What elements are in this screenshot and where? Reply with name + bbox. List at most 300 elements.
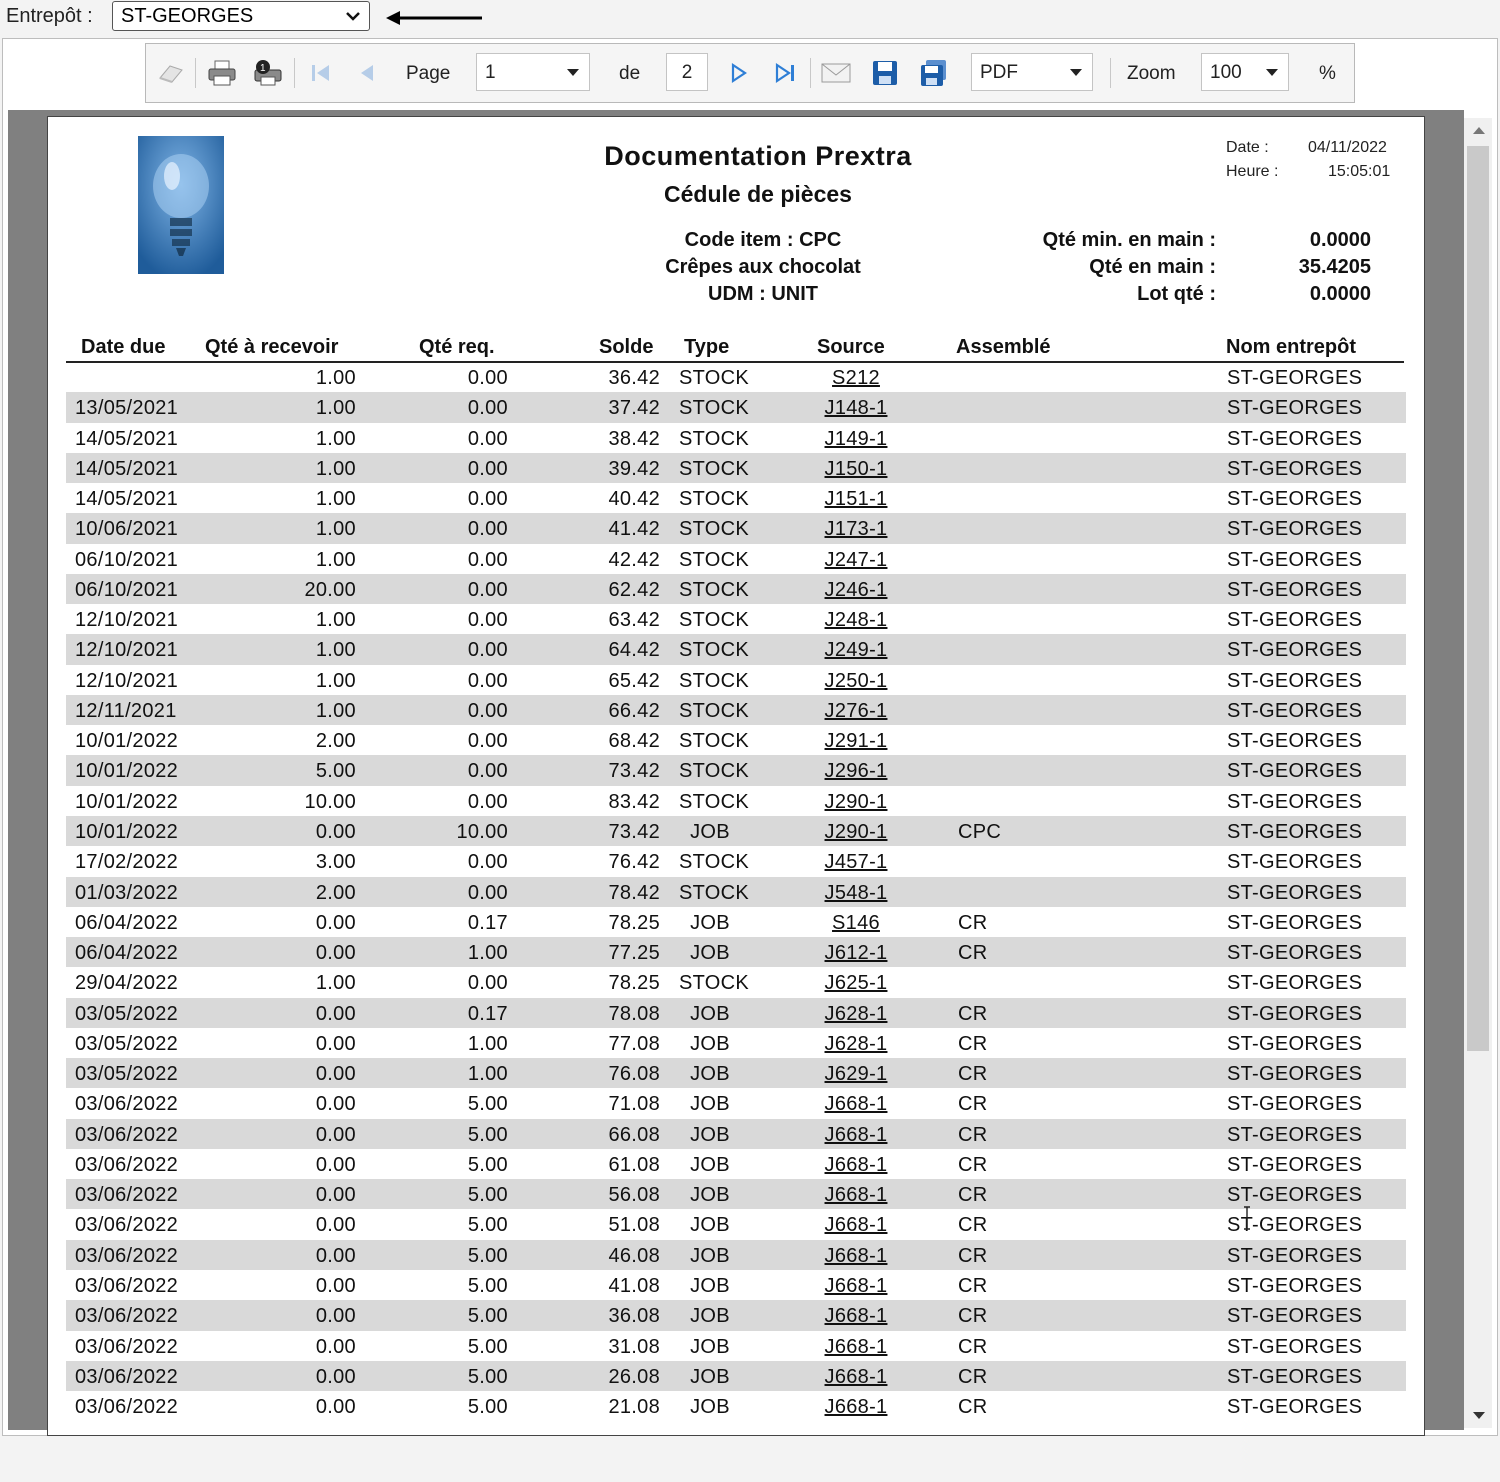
cell-qty-to-receive: 1.00 <box>315 972 356 995</box>
cell-qty-required: 5.00 <box>467 1093 508 1116</box>
cell-type: JOB <box>690 911 730 934</box>
cell-warehouse: ST-GEORGES <box>1227 518 1363 541</box>
col-qty-required: Qté req. <box>419 336 495 358</box>
cell-qty-to-receive: 0.00 <box>315 1214 356 1237</box>
cell-balance: 78.42 <box>608 881 660 904</box>
cell-warehouse: ST-GEORGES <box>1227 457 1363 480</box>
cell-qty-required: 1.00 <box>467 942 508 965</box>
cell-qty-to-receive: 0.00 <box>315 1002 356 1025</box>
col-date-due: Date due <box>81 336 166 358</box>
footer-bar <box>0 1436 1500 1482</box>
cell-date-due: 03/06/2022 <box>75 1335 179 1358</box>
table-row <box>66 786 1406 816</box>
cell-qty-required: 0.00 <box>467 669 508 692</box>
table-row <box>66 816 1406 846</box>
cell-source-link[interactable]: J668-1 <box>824 1365 888 1388</box>
cell-source-link[interactable]: J290-1 <box>824 790 888 813</box>
cell-qty-to-receive: 0.00 <box>315 1093 356 1116</box>
cell-balance: 36.42 <box>608 367 660 389</box>
cell-assembled: CR <box>958 911 988 934</box>
cell-qty-required: 5.00 <box>467 1123 508 1146</box>
cell-qty-required: 0.00 <box>467 851 508 874</box>
table-header <box>66 333 1404 363</box>
cell-qty-required: 5.00 <box>467 1153 508 1176</box>
cell-source-link[interactable]: J246-1 <box>824 578 888 601</box>
cell-balance: 63.42 <box>608 609 660 632</box>
cell-source-link[interactable]: J291-1 <box>824 730 888 753</box>
cell-warehouse: ST-GEORGES <box>1227 609 1363 632</box>
schedule-table-body <box>66 362 1406 1421</box>
onhand-qty-value: 35.4205 <box>1298 256 1371 278</box>
cell-date-due: 10/01/2022 <box>75 790 179 813</box>
cell-qty-required: 0.00 <box>467 972 508 995</box>
cell-warehouse: ST-GEORGES <box>1227 669 1363 692</box>
cell-warehouse: ST-GEORGES <box>1227 427 1363 450</box>
cell-balance: 37.42 <box>608 397 660 420</box>
table-row <box>66 907 1406 937</box>
cell-assembled: CR <box>958 1184 988 1207</box>
page-select-value: 1 <box>485 62 496 83</box>
cell-qty-to-receive: 0.00 <box>315 1305 356 1328</box>
cell-source-link[interactable]: J248-1 <box>824 609 888 632</box>
table-row <box>66 1391 1406 1421</box>
cell-type: JOB <box>690 1214 730 1237</box>
table-row <box>66 634 1406 664</box>
cell-balance: 78.25 <box>608 972 660 995</box>
cell-source-link[interactable]: J276-1 <box>824 699 888 722</box>
cell-date-due: 13/05/2021 <box>75 397 179 420</box>
cell-source-link[interactable]: J668-1 <box>824 1184 888 1207</box>
cell-type: JOB <box>690 1244 730 1267</box>
cell-balance: 78.08 <box>608 1002 660 1025</box>
cell-type: STOCK <box>679 609 750 632</box>
save-icon[interactable] <box>868 56 902 90</box>
cell-source-link[interactable]: J668-1 <box>824 1335 888 1358</box>
cell-date-due: 03/06/2022 <box>75 1184 179 1207</box>
cell-qty-required: 0.00 <box>467 699 508 722</box>
item-description: Crêpes aux chocolat <box>665 256 861 278</box>
cell-source-link[interactable]: J668-1 <box>824 1396 888 1419</box>
cell-source-link[interactable]: J151-1 <box>824 488 888 511</box>
cell-date-due: 12/10/2021 <box>75 609 179 632</box>
vertical-scrollbar[interactable] <box>1464 118 1492 1428</box>
cell-balance: 76.08 <box>608 1063 660 1086</box>
cell-qty-to-receive: 1.00 <box>315 367 356 389</box>
export-format-value: PDF <box>980 62 1018 83</box>
of-label: de <box>619 63 641 84</box>
table-row <box>66 755 1406 785</box>
cell-type: STOCK <box>679 881 750 904</box>
print-setup-icon[interactable] <box>250 56 286 90</box>
cell-balance: 46.08 <box>608 1244 660 1267</box>
cell-qty-to-receive: 10.00 <box>304 790 356 813</box>
cell-qty-required: 0.00 <box>467 397 508 420</box>
cell-date-due: 03/06/2022 <box>75 1365 179 1388</box>
cell-date-due: 03/06/2022 <box>75 1214 179 1237</box>
cell-type: STOCK <box>679 578 750 601</box>
col-assembled: Assemblé <box>956 336 1051 358</box>
percent-label: % <box>1319 63 1336 84</box>
warehouse-select[interactable] <box>112 1 370 31</box>
cell-warehouse: ST-GEORGES <box>1227 578 1363 601</box>
text-cursor-icon <box>1242 1206 1252 1230</box>
eraser-icon[interactable] <box>154 56 188 90</box>
cell-type: JOB <box>690 1123 730 1146</box>
cell-source-link[interactable]: J668-1 <box>824 1123 888 1146</box>
cell-warehouse: ST-GEORGES <box>1227 699 1363 722</box>
cell-date-due: 06/04/2022 <box>75 942 179 965</box>
cell-qty-to-receive: 0.00 <box>315 1396 356 1419</box>
report-title: Documentation Prextra <box>604 141 912 171</box>
cell-source-link[interactable]: J668-1 <box>824 1244 888 1267</box>
cell-type: JOB <box>690 1002 730 1025</box>
cell-balance: 40.42 <box>608 488 660 511</box>
zoom-select-value: 100 <box>1210 62 1242 83</box>
cell-assembled: CR <box>958 1214 988 1237</box>
caret-down-icon <box>567 69 579 76</box>
cell-source-link[interactable]: J149-1 <box>824 427 888 450</box>
min-qty-label: Qté min. en main : <box>1042 229 1216 251</box>
cell-qty-required: 1.00 <box>467 1063 508 1086</box>
cell-date-due: 03/05/2022 <box>75 1002 179 1025</box>
cell-date-due: 06/04/2022 <box>75 911 179 934</box>
table-row <box>66 1149 1406 1179</box>
cell-qty-required: 0.00 <box>467 457 508 480</box>
cell-warehouse: ST-GEORGES <box>1227 790 1363 813</box>
cell-source-link[interactable]: S212 <box>832 367 880 389</box>
cell-date-due: 03/06/2022 <box>75 1093 179 1116</box>
cell-balance: 31.08 <box>608 1335 660 1358</box>
cell-source-link[interactable]: J668-1 <box>824 1305 888 1328</box>
cell-balance: 41.42 <box>608 518 660 541</box>
cell-date-due: 03/06/2022 <box>75 1396 179 1419</box>
cell-date-due: 03/06/2022 <box>75 1123 179 1146</box>
cell-qty-to-receive: 0.00 <box>315 1063 356 1086</box>
cell-qty-to-receive: 1.00 <box>315 427 356 450</box>
report-page <box>47 116 1425 1436</box>
prev-page-icon <box>352 56 382 90</box>
cell-warehouse: ST-GEORGES <box>1227 1244 1363 1267</box>
cell-date-due: 03/06/2022 <box>75 1305 179 1328</box>
table-row <box>66 725 1406 755</box>
cell-qty-required: 5.00 <box>467 1365 508 1388</box>
cell-warehouse: ST-GEORGES <box>1227 851 1363 874</box>
svg-text:1: 1 <box>260 63 266 74</box>
table-row <box>66 1361 1406 1391</box>
cell-type: JOB <box>690 1032 730 1055</box>
col-qty-to-receive: Qté à recevoir <box>205 336 339 358</box>
table-row <box>66 1088 1406 1118</box>
cell-source-link[interactable]: J548-1 <box>824 881 888 904</box>
cell-qty-to-receive: 3.00 <box>315 851 356 874</box>
cell-warehouse: ST-GEORGES <box>1227 1032 1363 1055</box>
table-row <box>66 1028 1406 1058</box>
cell-type: JOB <box>690 1335 730 1358</box>
cell-qty-required: 0.00 <box>467 367 508 389</box>
cell-balance: 77.08 <box>608 1032 660 1055</box>
cell-date-due: 03/05/2022 <box>75 1032 179 1055</box>
cell-type: STOCK <box>679 427 750 450</box>
cell-date-due: 17/02/2022 <box>75 851 179 874</box>
zoom-select[interactable] <box>1201 53 1289 91</box>
cell-qty-to-receive: 1.00 <box>315 488 356 511</box>
cell-warehouse: ST-GEORGES <box>1227 1184 1363 1207</box>
scroll-thumb[interactable] <box>1467 146 1489 1051</box>
cell-qty-to-receive: 0.00 <box>315 911 356 934</box>
table-row <box>66 937 1406 967</box>
table-row <box>66 998 1406 1028</box>
cell-type: STOCK <box>679 548 750 571</box>
table-row <box>66 665 1406 695</box>
cell-date-due: 06/10/2021 <box>75 578 179 601</box>
cell-qty-required: 0.17 <box>467 1002 508 1025</box>
cell-warehouse: ST-GEORGES <box>1227 911 1363 934</box>
cell-source-link[interactable]: J250-1 <box>824 669 888 692</box>
cell-warehouse: ST-GEORGES <box>1227 881 1363 904</box>
cell-warehouse: ST-GEORGES <box>1227 1214 1363 1237</box>
cell-type: JOB <box>690 1063 730 1086</box>
time-value: 15:05:01 <box>1328 163 1391 180</box>
cell-assembled: CR <box>958 1274 988 1297</box>
cell-assembled: CR <box>958 1396 988 1419</box>
cell-balance: 41.08 <box>608 1274 660 1297</box>
cell-assembled: CR <box>958 1123 988 1146</box>
item-code: Code item : CPC <box>684 229 842 251</box>
cell-qty-to-receive: 1.00 <box>315 518 356 541</box>
cell-warehouse: ST-GEORGES <box>1227 820 1363 843</box>
cell-warehouse: ST-GEORGES <box>1227 1002 1363 1025</box>
cell-type: JOB <box>690 1184 730 1207</box>
cell-source-link[interactable]: J668-1 <box>824 1093 888 1116</box>
cell-source-link[interactable]: J668-1 <box>824 1214 888 1237</box>
first-page-icon <box>306 56 336 90</box>
cell-warehouse: ST-GEORGES <box>1227 367 1363 389</box>
cell-date-due: 03/06/2022 <box>75 1153 179 1176</box>
cell-balance: 83.42 <box>608 790 660 813</box>
cell-source-link[interactable]: J296-1 <box>824 760 888 783</box>
cell-date-due: 01/03/2022 <box>75 881 179 904</box>
cell-qty-required: 0.00 <box>467 548 508 571</box>
cell-qty-to-receive: 1.00 <box>315 609 356 632</box>
cell-assembled: CR <box>958 1002 988 1025</box>
cell-date-due: 10/06/2021 <box>75 518 179 541</box>
save-all-icon[interactable] <box>916 56 952 90</box>
cell-type: JOB <box>690 1093 730 1116</box>
cell-type: STOCK <box>679 669 750 692</box>
cell-balance: 61.08 <box>608 1153 660 1176</box>
cell-type: STOCK <box>679 397 750 420</box>
table-row <box>66 877 1406 907</box>
cell-type: STOCK <box>679 972 750 995</box>
cell-balance: 21.08 <box>608 1396 660 1419</box>
cell-source-link[interactable]: J629-1 <box>824 1063 888 1086</box>
cell-qty-required: 5.00 <box>467 1305 508 1328</box>
cell-qty-to-receive: 2.00 <box>315 881 356 904</box>
cell-balance: 56.08 <box>608 1184 660 1207</box>
cell-qty-to-receive: 0.00 <box>315 1244 356 1267</box>
cell-balance: 68.42 <box>608 730 660 753</box>
cell-qty-required: 0.00 <box>467 881 508 904</box>
table-row <box>66 392 1406 422</box>
cell-date-due: 14/05/2021 <box>75 457 179 480</box>
lot-qty-label: Lot qté : <box>1137 283 1216 305</box>
cell-type: STOCK <box>679 790 750 813</box>
table-row <box>66 483 1406 513</box>
cell-source-link[interactable]: J628-1 <box>824 1032 888 1055</box>
lot-qty-value: 0.0000 <box>1309 283 1371 305</box>
cell-assembled: CR <box>958 1335 988 1358</box>
print-icon[interactable] <box>204 56 240 90</box>
cell-source-link[interactable]: J625-1 <box>824 972 888 995</box>
table-row <box>66 423 1406 453</box>
col-type: Type <box>684 336 730 358</box>
table-row <box>66 846 1406 876</box>
cell-qty-to-receive: 1.00 <box>315 397 356 420</box>
cell-balance: 36.08 <box>608 1305 660 1328</box>
cell-qty-required: 0.00 <box>467 518 508 541</box>
page-select[interactable] <box>476 53 590 91</box>
col-warehouse-name: Nom entrepôt <box>1226 336 1356 358</box>
cell-warehouse: ST-GEORGES <box>1227 1274 1363 1297</box>
col-source: Source <box>817 336 885 358</box>
cell-type: STOCK <box>679 699 750 722</box>
cell-balance: 65.42 <box>608 669 660 692</box>
table-row <box>66 1270 1406 1300</box>
table-row <box>66 967 1406 997</box>
cell-qty-to-receive: 0.00 <box>315 942 356 965</box>
cell-source-link[interactable]: J668-1 <box>824 1274 888 1297</box>
cell-qty-to-receive: 0.00 <box>315 1335 356 1358</box>
cell-type: STOCK <box>679 457 750 480</box>
cell-qty-required: 0.00 <box>467 427 508 450</box>
cell-assembled: CR <box>958 942 988 965</box>
onhand-qty-label: Qté en main : <box>1089 256 1216 278</box>
warehouse-select-value: ST-GEORGES <box>121 5 254 27</box>
cell-source-link[interactable]: S146 <box>832 911 880 934</box>
cell-qty-to-receive: 5.00 <box>315 760 356 783</box>
cell-balance: 73.42 <box>608 760 660 783</box>
cell-qty-to-receive: 1.00 <box>315 639 356 662</box>
cell-qty-required: 0.17 <box>467 911 508 934</box>
cell-balance: 51.08 <box>608 1214 660 1237</box>
cell-type: JOB <box>690 1305 730 1328</box>
cell-balance: 76.42 <box>608 851 660 874</box>
cell-source-link[interactable]: J290-1 <box>824 820 888 843</box>
col-balance: Solde <box>599 336 654 358</box>
cell-balance: 78.25 <box>608 911 660 934</box>
cell-date-due: 10/01/2022 <box>75 730 179 753</box>
cell-assembled: CR <box>958 1153 988 1176</box>
cell-warehouse: ST-GEORGES <box>1227 1123 1363 1146</box>
cell-warehouse: ST-GEORGES <box>1227 548 1363 571</box>
cell-type: JOB <box>690 1274 730 1297</box>
cell-source-link[interactable]: J249-1 <box>824 639 888 662</box>
cell-warehouse: ST-GEORGES <box>1227 942 1363 965</box>
last-page-icon[interactable] <box>770 56 800 90</box>
table-row <box>66 1119 1406 1149</box>
cell-assembled: CR <box>958 1063 988 1086</box>
cell-balance: 38.42 <box>608 427 660 450</box>
cell-warehouse: ST-GEORGES <box>1227 972 1363 995</box>
cell-qty-to-receive: 0.00 <box>315 1153 356 1176</box>
cell-qty-to-receive: 0.00 <box>315 1365 356 1388</box>
cell-warehouse: ST-GEORGES <box>1227 1093 1363 1116</box>
cell-qty-required: 0.00 <box>467 790 508 813</box>
table-row <box>66 695 1406 725</box>
cell-source-link[interactable]: J247-1 <box>824 548 888 571</box>
cell-qty-to-receive: 0.00 <box>315 1032 356 1055</box>
cell-type: JOB <box>690 1365 730 1388</box>
email-icon[interactable] <box>818 56 854 90</box>
cell-balance: 42.42 <box>608 548 660 571</box>
cell-qty-to-receive: 0.00 <box>315 1123 356 1146</box>
table-row <box>66 453 1406 483</box>
table-row <box>66 513 1406 543</box>
cell-balance: 26.08 <box>608 1365 660 1388</box>
cell-warehouse: ST-GEORGES <box>1227 488 1363 511</box>
cell-type: JOB <box>690 1153 730 1176</box>
cell-source-link[interactable]: J173-1 <box>824 518 888 541</box>
cell-assembled: CR <box>958 1305 988 1328</box>
cell-qty-to-receive: 2.00 <box>315 730 356 753</box>
table-row <box>66 1240 1406 1270</box>
scroll-down-icon[interactable] <box>1473 1412 1485 1419</box>
cell-assembled: CR <box>958 1093 988 1116</box>
table-row <box>66 544 1406 574</box>
cell-assembled: CR <box>958 1032 988 1055</box>
cell-qty-required: 5.00 <box>467 1335 508 1358</box>
table-row <box>66 1331 1406 1361</box>
cell-type: STOCK <box>679 851 750 874</box>
cell-warehouse: ST-GEORGES <box>1227 397 1363 420</box>
report-toolbar <box>145 43 1355 103</box>
cell-warehouse: ST-GEORGES <box>1227 1153 1363 1176</box>
cell-type: JOB <box>690 942 730 965</box>
cell-assembled: CR <box>958 1365 988 1388</box>
cell-warehouse: ST-GEORGES <box>1227 730 1363 753</box>
cell-date-due: 03/05/2022 <box>75 1063 179 1086</box>
cell-qty-to-receive: 1.00 <box>315 699 356 722</box>
cell-warehouse: ST-GEORGES <box>1227 1305 1363 1328</box>
cell-balance: 62.42 <box>608 578 660 601</box>
next-page-icon[interactable] <box>724 56 754 90</box>
cell-type: STOCK <box>679 367 750 389</box>
min-qty-value: 0.0000 <box>1309 229 1371 251</box>
cell-qty-required: 0.00 <box>467 578 508 601</box>
cell-source-link[interactable]: J612-1 <box>824 942 888 965</box>
cell-source-link[interactable]: J628-1 <box>824 1002 888 1025</box>
cell-type: STOCK <box>679 488 750 511</box>
table-row <box>66 1179 1406 1209</box>
cell-qty-required: 0.00 <box>467 639 508 662</box>
cell-balance: 64.42 <box>608 639 660 662</box>
cell-warehouse: ST-GEORGES <box>1227 1396 1363 1419</box>
cell-source-link[interactable]: J150-1 <box>824 457 888 480</box>
export-format-select[interactable] <box>971 53 1093 91</box>
cell-source-link[interactable]: J457-1 <box>824 851 888 874</box>
cell-source-link[interactable]: J148-1 <box>824 397 888 420</box>
scroll-up-icon[interactable] <box>1473 127 1485 134</box>
cell-date-due: 12/11/2021 <box>75 699 177 722</box>
cell-qty-required: 5.00 <box>467 1184 508 1207</box>
page-label: Page <box>406 63 451 84</box>
cell-source-link[interactable]: J668-1 <box>824 1153 888 1176</box>
table-row <box>66 1209 1406 1239</box>
table-row <box>66 362 1406 392</box>
warehouse-bar <box>0 0 1500 34</box>
cell-type: STOCK <box>679 518 750 541</box>
cell-qty-required: 0.00 <box>467 760 508 783</box>
